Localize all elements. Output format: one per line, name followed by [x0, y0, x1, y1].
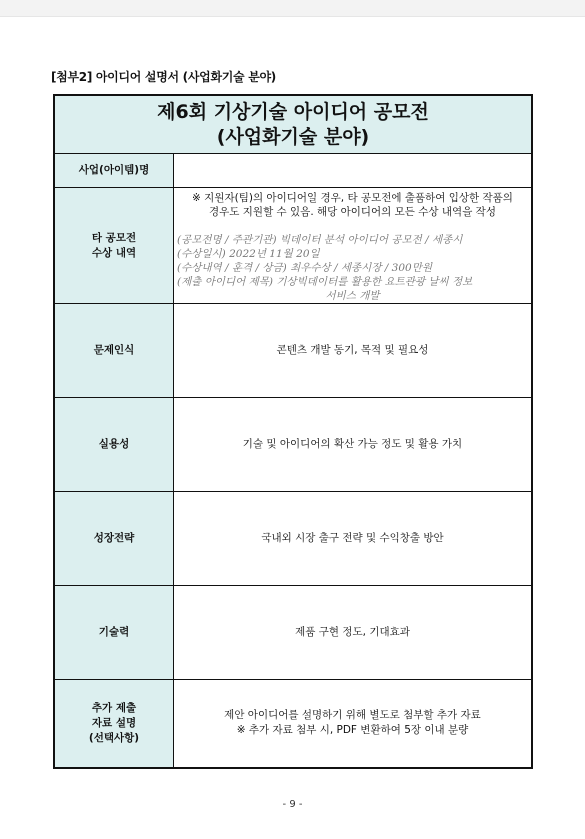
- title-row: [54, 95, 532, 154]
- label-line: 추가 제출: [91, 701, 137, 714]
- label-practicality: 실용성: [54, 398, 174, 492]
- row-item-name: [54, 154, 532, 188]
- example-line: (공모전명 / 주관기관) 빅데이터 분석 아이디어 공모전 / 세종시: [177, 234, 463, 246]
- label-problem-recognition: 문제인식: [54, 304, 174, 398]
- growth-strategy-field[interactable]: 국내외 시장 출구 전략 및 수익창출 방안: [174, 492, 533, 586]
- value-line: 제안 아이디어를 설명하기 위해 별도로 첨부할 추가 자료: [224, 709, 481, 722]
- other-awards-field[interactable]: [174, 188, 533, 304]
- idea-form-table: [53, 94, 533, 769]
- row-growth-strategy: [54, 492, 532, 586]
- item-name-field[interactable]: [174, 154, 533, 188]
- awards-instruction: [174, 191, 531, 219]
- row-additional-materials: [54, 680, 532, 768]
- value-line: ※ 추가 자료 첨부 시, PDF 변환하여 5장 이내 분량: [236, 724, 469, 737]
- row-problem-recognition: [54, 304, 532, 398]
- label-technology: 기술력: [54, 586, 174, 680]
- example-line: (제출 아이디어 제목) 기상빅데이터를 활용한 요트관광 날씨 정보: [177, 276, 473, 288]
- additional-materials-field[interactable]: [174, 680, 533, 768]
- practicality-field[interactable]: 기술 및 아이디어의 확산 가능 정도 및 활용 가치: [174, 398, 533, 492]
- example-line: 서비스 개발: [325, 290, 380, 302]
- instruction-line: ※ 지원자(팀)의 아이디어일 경우, 타 공모전에 출품하여 입상한 작품의: [192, 192, 513, 204]
- row-technology: [54, 586, 532, 680]
- problem-recognition-field[interactable]: 콘텐츠 개발 동기, 목적 및 필요성: [174, 304, 533, 398]
- label-line: 수상 내역: [91, 246, 137, 259]
- label-line: (선택사항): [88, 731, 140, 744]
- example-line: (수상내역 / 훈격 / 상금) 최우수상 / 세종시장 / 300만원: [177, 262, 432, 274]
- viewer-top-bar: [0, 0, 585, 17]
- awards-example: [174, 233, 531, 303]
- label-line: 자료 설명: [91, 716, 137, 729]
- technology-field[interactable]: 제품 구현 정도, 기대효과: [174, 586, 533, 680]
- label-item-name: 사업(아이템)명: [54, 154, 174, 188]
- row-practicality: [54, 398, 532, 492]
- form-title-cell: [54, 95, 532, 154]
- label-line: 타 공모전: [91, 231, 137, 244]
- page-number: - 9 -: [282, 799, 303, 810]
- label-growth-strategy: 성장전략: [54, 492, 174, 586]
- form-subtitle: (사업화기술 분야): [216, 125, 370, 148]
- label-additional-materials: [54, 680, 174, 768]
- label-other-awards: [54, 188, 174, 304]
- row-other-awards: [54, 188, 532, 304]
- example-line: (수상일시) 2022년 11월 20일: [177, 248, 320, 260]
- form-title: 제6회 기상기술 아이디어 공모전: [157, 100, 429, 123]
- attachment-title: [첨부2] 아이디어 설명서 (사업화기술 분야): [51, 70, 276, 84]
- instruction-line: 경우도 지원할 수 있음. 해당 아이디어의 모든 수상 내역을 작성: [209, 206, 496, 218]
